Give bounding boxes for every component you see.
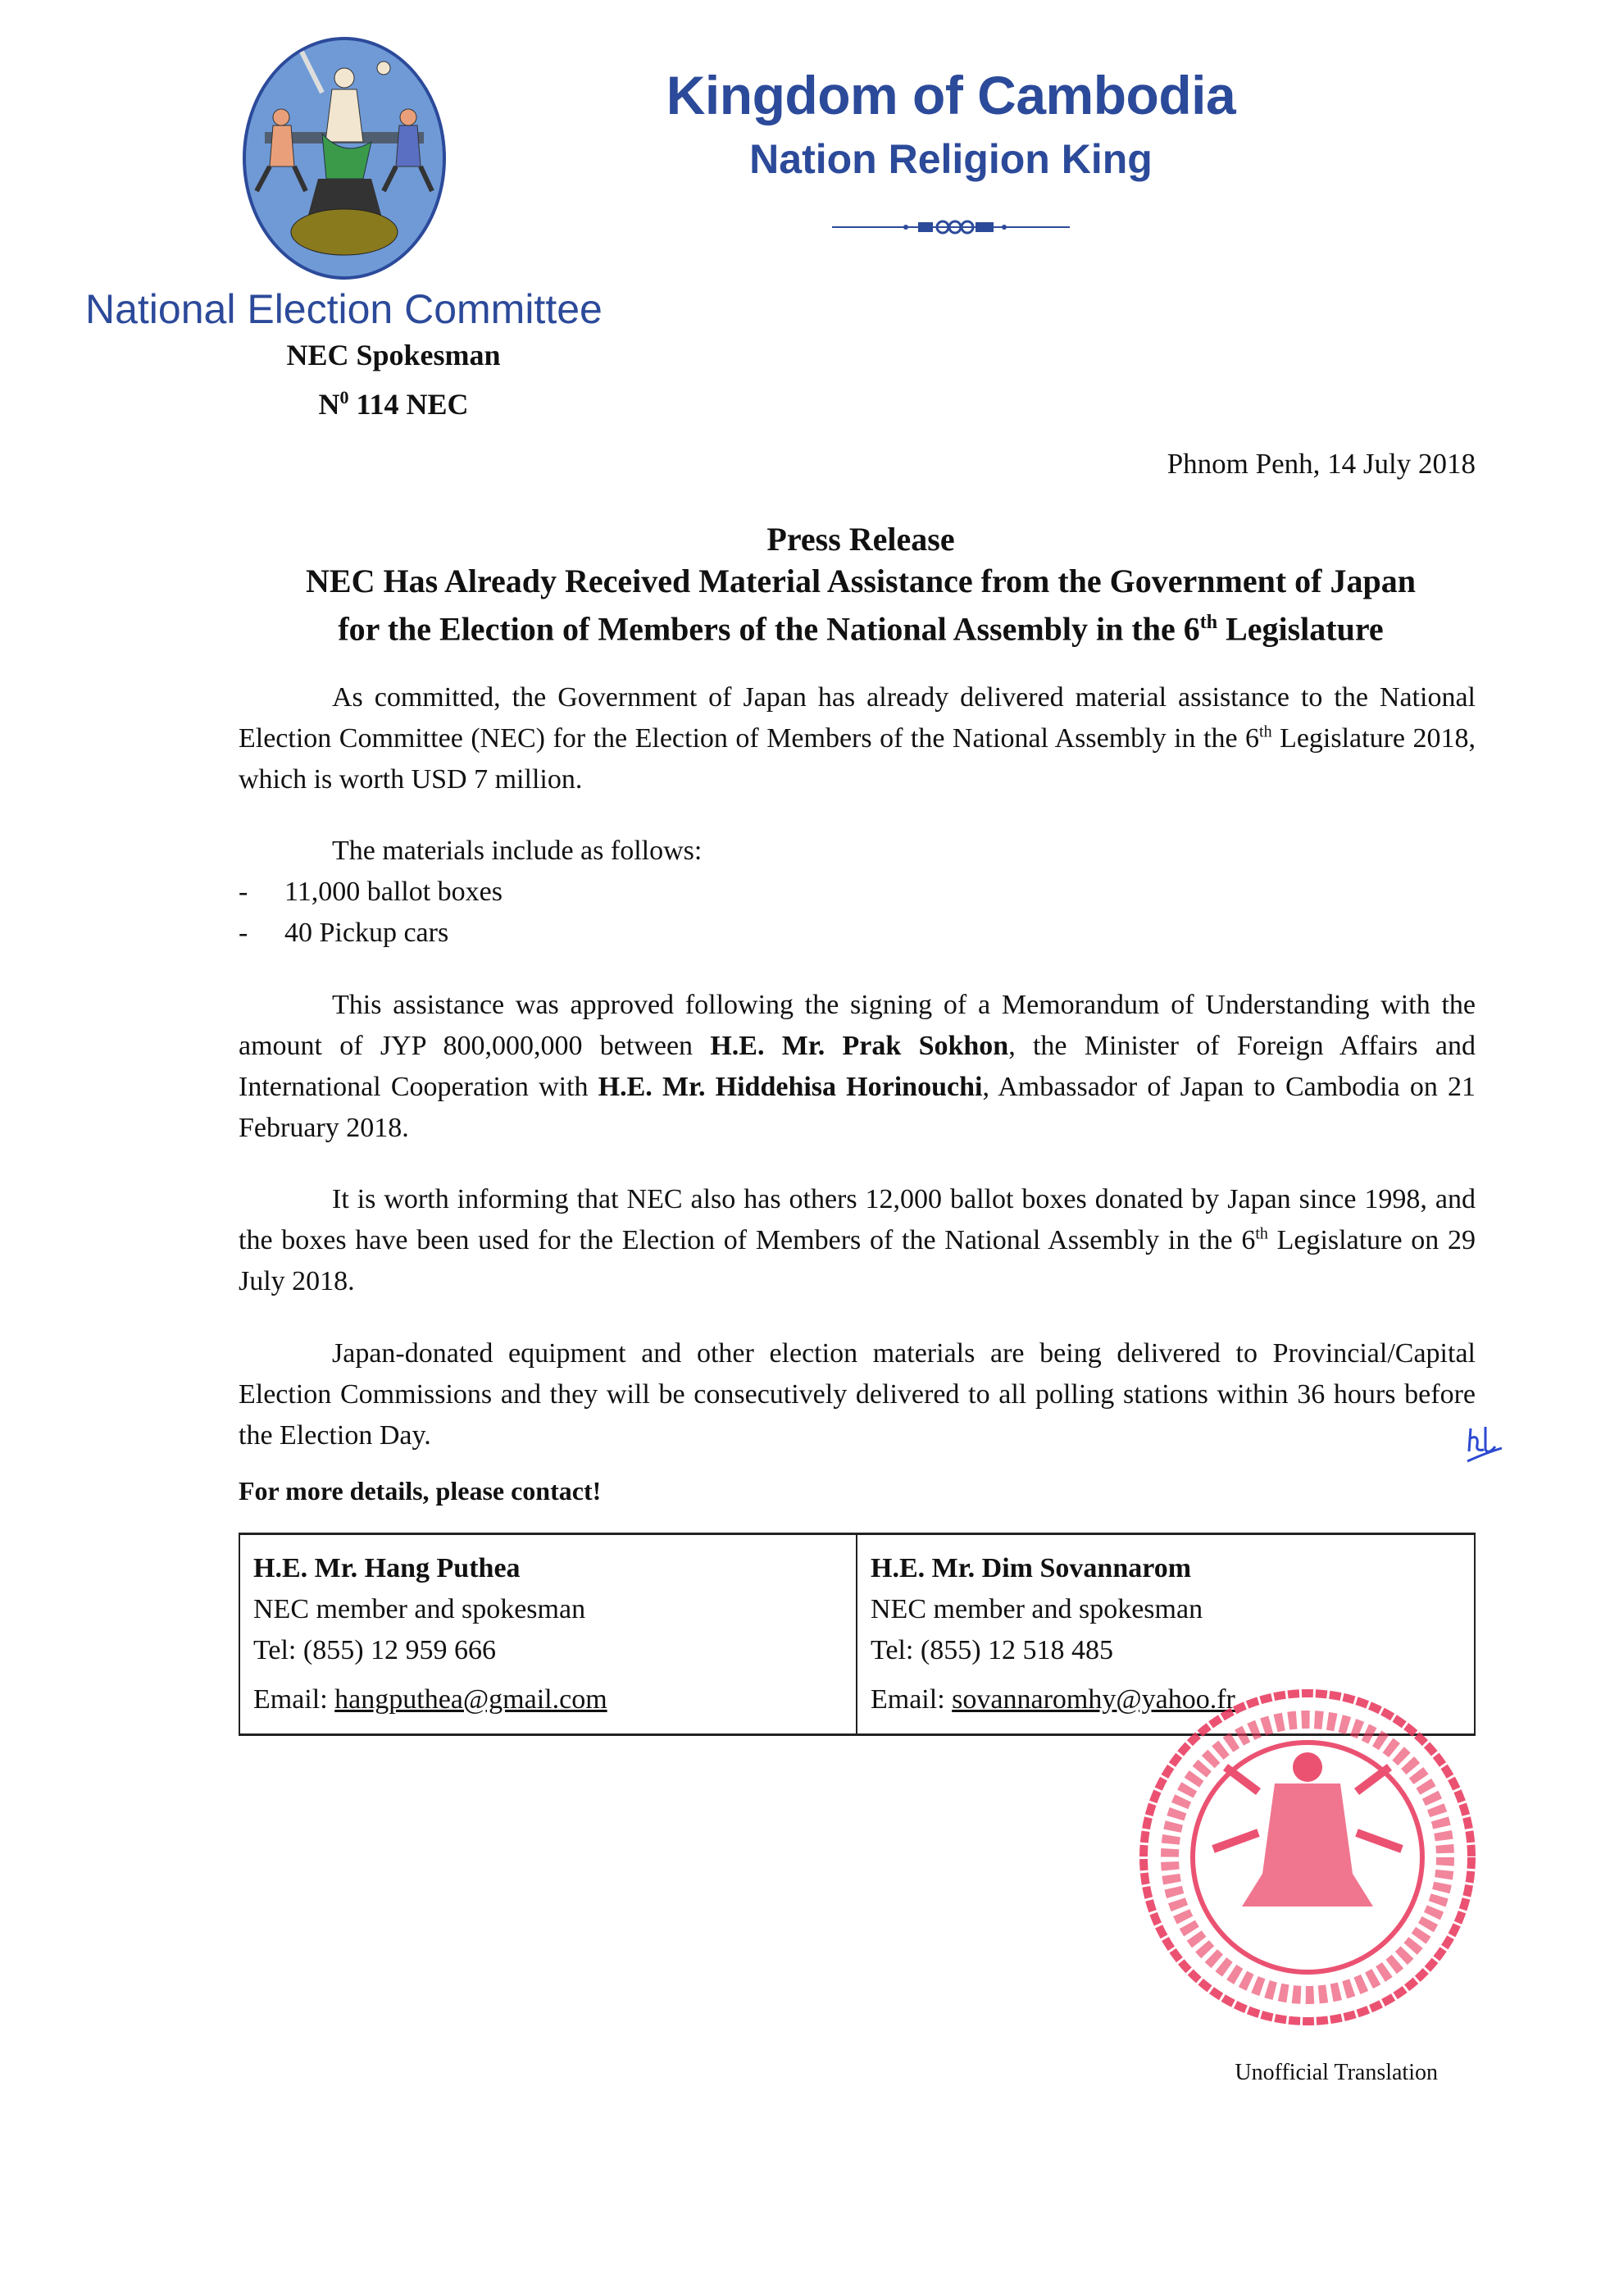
materials-list bbox=[239, 831, 703, 954]
headline-text: for the Election of Members of the National Assembly in the 6 bbox=[338, 610, 1200, 648]
materials-intro: The materials include as follows: bbox=[332, 836, 703, 866]
list-item-text: 40 Pickup cars bbox=[284, 918, 449, 948]
paragraph-4 bbox=[239, 1333, 1476, 1456]
organization-name: National Election Committee bbox=[85, 286, 603, 332]
paragraph-text: Japan-donated equipment and other election materials are being delivered to Provincial/Capital Election Commissions and they will be consecutively delivered to all polling stations within 36 hours before the Election Day. bbox=[239, 1338, 1476, 1451]
paragraph-text: Legislature on 29 July 2018. bbox=[239, 1225, 1476, 1296]
contact-phone: Tel: (855) 12 518 485 bbox=[871, 1635, 1114, 1665]
contact-email-row bbox=[253, 1679, 843, 1720]
headline-text: Legislature bbox=[1217, 610, 1384, 648]
contact-cell bbox=[240, 1535, 857, 1733]
country-heading: Kingdom of Cambodia bbox=[666, 65, 1236, 125]
contact-name: H.E. Mr. Dim Sovannarom bbox=[871, 1553, 1192, 1583]
paragraph-text: This assistance was approved following the signing of a Memorandum of Understanding with the amount of JYP 800,000,000 between bbox=[239, 990, 1476, 1061]
paragraph-text: It is worth informing that NEC also has others 12,000 ballot boxes donated by Japan since 1998, and the boxes have been used for the Election of Members of the National Assembly in the 6 bbox=[239, 1184, 1476, 1255]
dash-bullet-icon: - bbox=[239, 918, 248, 948]
list-item bbox=[239, 913, 702, 954]
dash-bullet-icon: - bbox=[239, 877, 248, 907]
paragraph-text: Legislature 2018, which is worth USD 7 million. bbox=[239, 723, 1476, 795]
nec-logo-icon bbox=[240, 35, 448, 281]
paragraph-text: As committed, the Government of Japan has already delivered material assistance to the National Election Committee (NEC) for the Election of Members of the National Assembly in the 6 bbox=[239, 682, 1476, 754]
paragraph-1 bbox=[239, 677, 1476, 800]
headline-line-2 bbox=[205, 602, 1517, 649]
ornament-divider-icon bbox=[828, 215, 1074, 239]
number-value: 114 NEC bbox=[348, 388, 469, 421]
official-seal-stamp-icon bbox=[1135, 1685, 1480, 2029]
document-title-block bbox=[205, 518, 1517, 649]
paragraph-3 bbox=[239, 1179, 1476, 1302]
list-item-text: 11,000 ballot boxes bbox=[284, 877, 503, 907]
contact-name: H.E. Mr. Hang Puthea bbox=[253, 1553, 521, 1583]
contact-email-link[interactable]: hangputhea@gmail.com bbox=[334, 1684, 607, 1715]
paragraph-2 bbox=[239, 985, 1476, 1149]
contact-role: NEC member and spokesman bbox=[871, 1594, 1203, 1624]
paragraph-text: , Ambassador of Japan to Cambodia on 21 February 2018. bbox=[239, 1072, 1476, 1143]
number-superscript: 0 bbox=[339, 387, 349, 408]
email-label: Email: bbox=[871, 1684, 953, 1715]
contact-heading: For more details, please contact! bbox=[239, 1476, 602, 1506]
contact-email-link[interactable]: sovannaromhy@yahoo.fr bbox=[952, 1684, 1235, 1715]
paragraph-text: , the Minister of Foreign Affairs and International Cooperation with bbox=[239, 1031, 1476, 1102]
contact-phone: Tel: (855) 12 959 666 bbox=[253, 1635, 497, 1665]
headline-line-1: NEC Has Already Received Material Assistance from the Government of Japan bbox=[306, 563, 1416, 599]
ordinal-suffix: th bbox=[1255, 1224, 1268, 1243]
minister-name: H.E. Mr. Prak Sokhon bbox=[710, 1031, 1009, 1061]
national-motto: Nation Religion King bbox=[749, 136, 1153, 182]
ambassador-name: H.E. Mr. Hiddehisa Horinouchi bbox=[598, 1072, 983, 1102]
contact-role: NEC member and spokesman bbox=[253, 1594, 586, 1624]
ordinal-suffix: th bbox=[1199, 612, 1218, 633]
email-label: Email: bbox=[253, 1684, 335, 1715]
list-item bbox=[239, 872, 702, 913]
press-release-label: Press Release bbox=[766, 521, 955, 558]
translation-note: Unofficial Translation bbox=[1235, 2060, 1438, 2085]
handwritten-initials-icon bbox=[1461, 1419, 1510, 1468]
ordinal-suffix: th bbox=[1259, 722, 1272, 741]
place-date: Phnom Penh, 14 July 2018 bbox=[1167, 448, 1476, 480]
document-number bbox=[246, 387, 541, 421]
office-title: NEC Spokesman bbox=[286, 339, 501, 371]
number-prefix: N bbox=[318, 388, 340, 421]
